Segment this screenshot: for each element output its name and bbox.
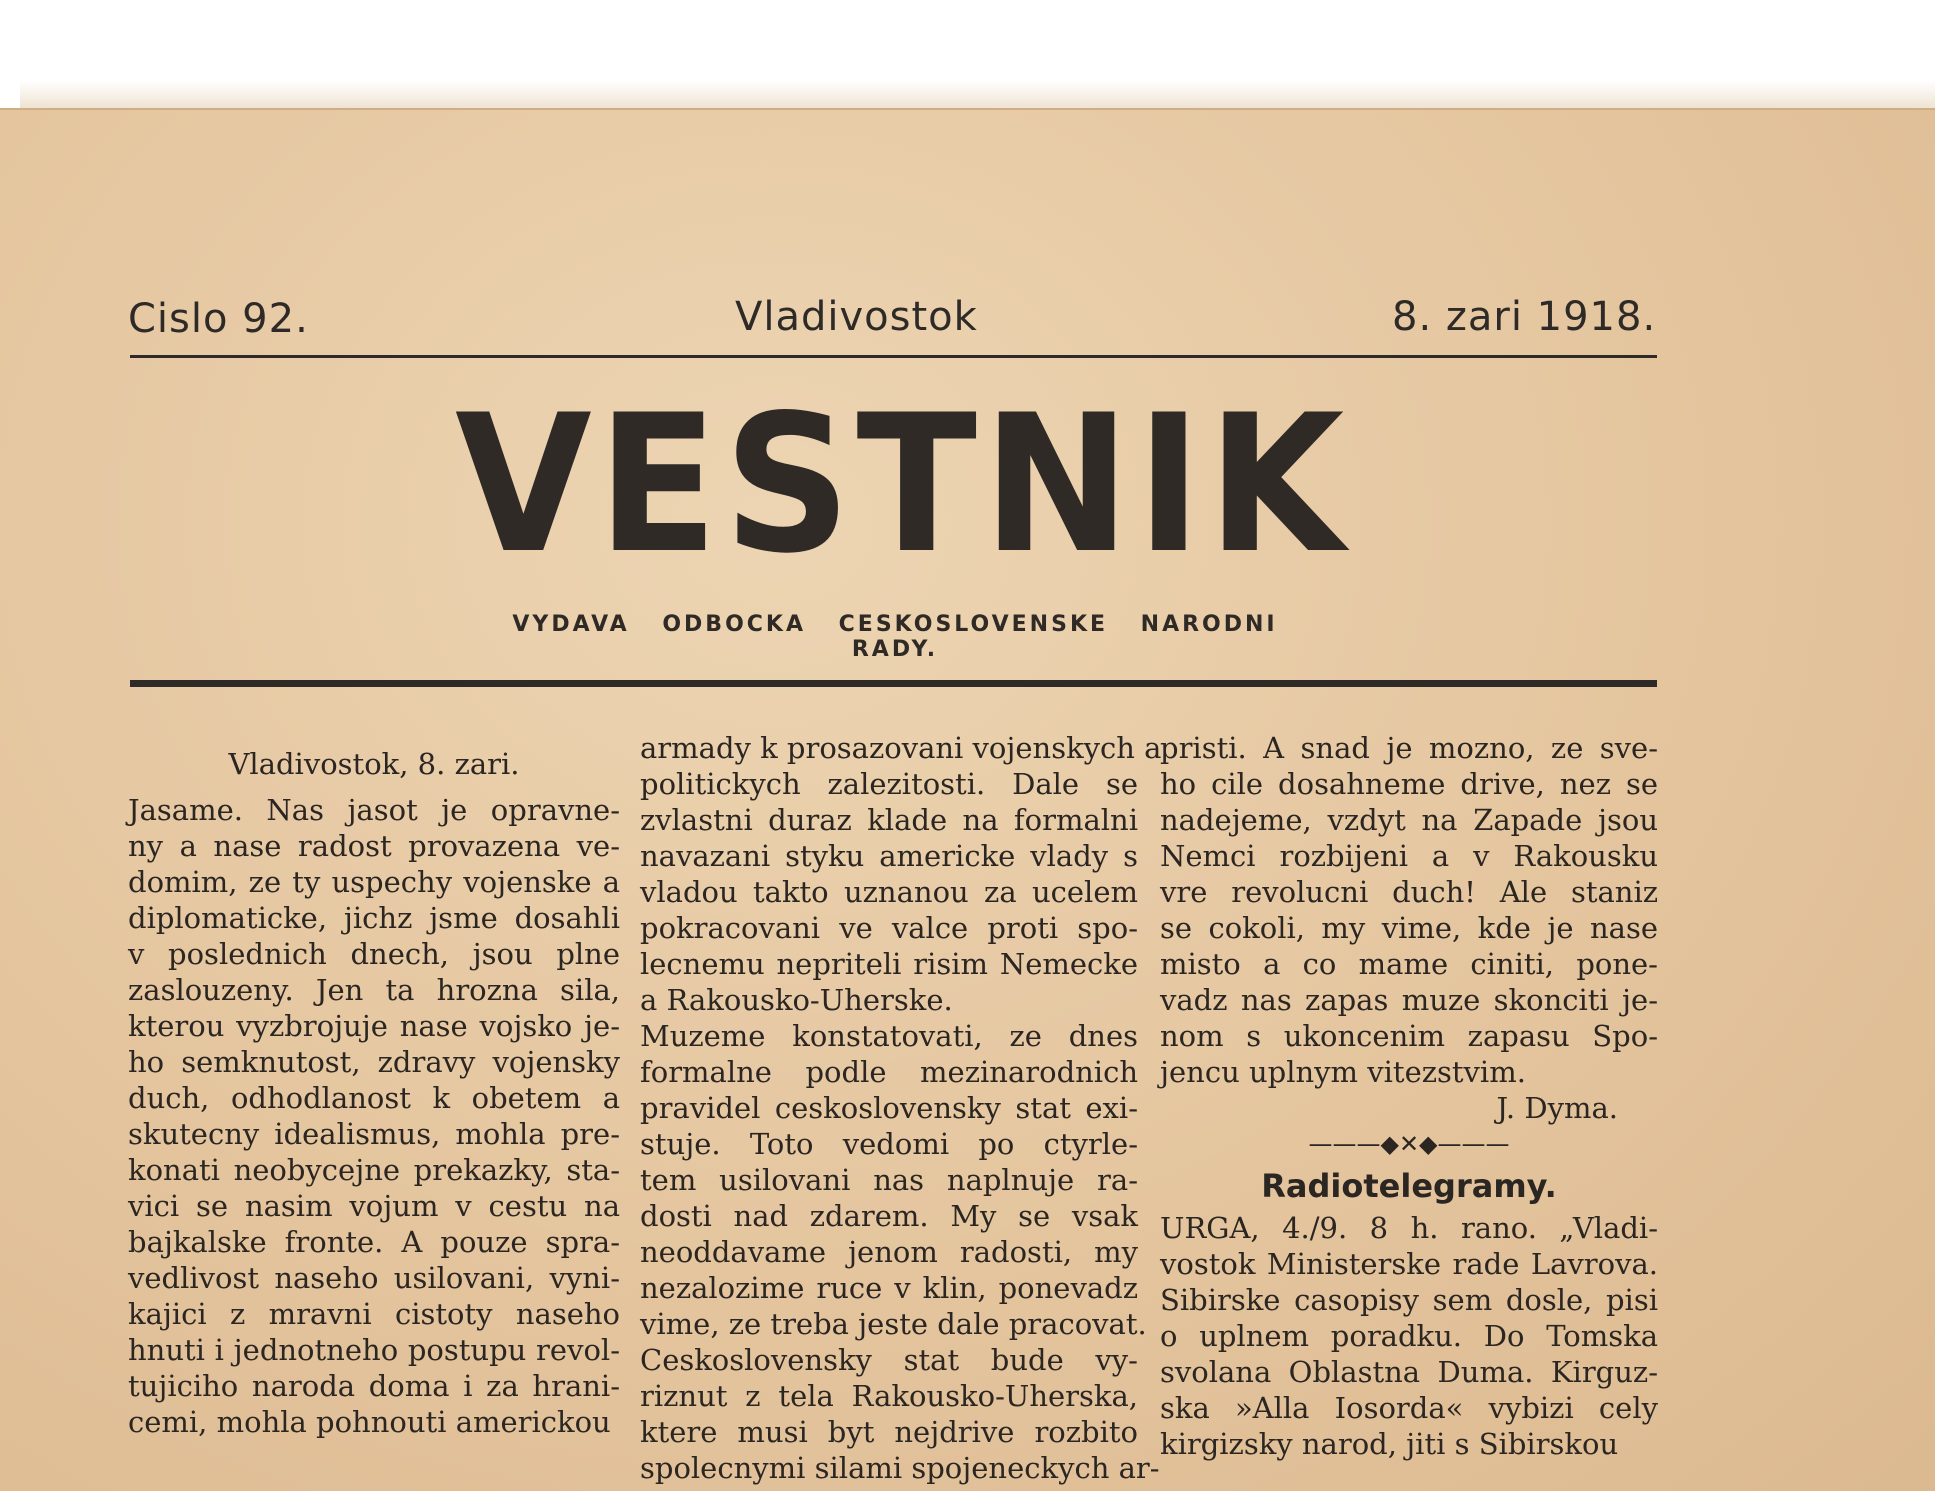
text-line: armady k prosazovani vojenskych a: [640, 731, 1162, 765]
text-line: vadz nas zapas muze skonciti je-: [1160, 983, 1658, 1017]
text-line: a Rakousko-Uherske.: [640, 983, 953, 1017]
section-ornament: ———◆✕◆———: [1308, 1130, 1510, 1158]
column-2: [640, 730, 1162, 1486]
text-line: diplomaticke, jichz jsme dosahli: [128, 901, 620, 935]
text-line: skutecny idealismus, mohla pre-: [128, 1117, 620, 1151]
text-line: tem usilovani nas naplnuje ra-: [640, 1163, 1138, 1197]
article-dateline: Vladivostok, 8. zari.: [228, 747, 520, 781]
text-line: tujiciho naroda doma i za hrani-: [128, 1369, 620, 1403]
text-line: se cokoli, my vime, kde je nase: [1160, 911, 1658, 945]
issue-date: 8. zari 1918.: [1392, 294, 1657, 340]
text-line: nezalozime ruce v klin, ponevadz: [640, 1271, 1138, 1305]
text-line: nadejeme, vzdyt na Zapade jsou: [1160, 803, 1658, 837]
text-line: Sibirske casopisy sem dosle, pisi: [1160, 1283, 1658, 1317]
text-line: Jasame. Nas jasot je opravne-: [128, 793, 620, 827]
text-line: nom s ukoncenim zapasu Spo-: [1160, 1019, 1658, 1053]
issue-number: Cislo 92.: [128, 296, 309, 342]
text-line: vladou takto uznanou za ucelem: [640, 875, 1138, 909]
text-line: vedlivost naseho usilovani, vyni-: [128, 1261, 620, 1295]
text-line: dosti nad zdarem. My se vsak: [640, 1199, 1138, 1233]
column-2-text: [640, 730, 1162, 1486]
title-rule: [130, 680, 1657, 687]
city-name: Vladivostok: [735, 294, 978, 340]
text-line: pravidel ceskoslovensky stat exi-: [640, 1091, 1138, 1125]
text-line: v poslednich dnech, jsou plne: [128, 937, 620, 971]
text-line: cemi, mohla pohnouti americkou: [128, 1405, 611, 1439]
text-line: kterou vyzbrojuje nase vojsko je-: [128, 1009, 620, 1043]
text-line: formalne podle mezinarodnich: [640, 1055, 1138, 1089]
article-signature: J. Dyma.: [1496, 1091, 1618, 1125]
text-line: politickych zalezitosti. Dale se: [640, 767, 1138, 801]
masthead-rule: [130, 355, 1657, 358]
text-line: zvlastni duraz klade na formalni: [640, 803, 1138, 837]
text-line: kirgizsky narod, jiti s Sibirskou: [1160, 1427, 1619, 1461]
text-line: svolana Oblastna Duma. Kirguz-: [1160, 1355, 1658, 1389]
text-line: o uplnem poradku. Do Tomska: [1160, 1319, 1658, 1353]
text-line: Ceskoslovensky stat bude vy-: [640, 1343, 1138, 1377]
text-line: URGA, 4./9. 8 h. rano. „Vladi-: [1160, 1211, 1658, 1245]
text-line: ny a nase radost provazena ve-: [128, 829, 620, 863]
text-line: riznut z tela Rakousko-Uherska,: [640, 1379, 1138, 1413]
text-line: domim, ze ty uspechy vojenske a: [128, 865, 620, 899]
column-3: [1160, 730, 1658, 1462]
column-1: [128, 730, 620, 1440]
section-headline: Radiotelegramy.: [1261, 1167, 1557, 1205]
text-line: navazani styku americke vlady s: [640, 839, 1138, 873]
text-line: pristi. A snad je mozno, ze sve-: [1160, 731, 1658, 765]
text-line: neoddavame jenom radosti, my: [640, 1235, 1138, 1269]
text-line: jencu uplnym vitezstvim.: [1160, 1055, 1526, 1089]
text-line: bajkalske fronte. A pouze spra-: [128, 1225, 620, 1259]
text-line: Nemci rozbijeni a v Rakousku: [1160, 839, 1658, 873]
scan-margin: [20, 0, 1935, 108]
radiotelegram-text: [1160, 1210, 1658, 1462]
text-line: vici se nasim vojum v cestu na: [128, 1189, 620, 1223]
column-1-text: [128, 792, 620, 1440]
text-line: kajici z mravni cistoty naseho: [128, 1297, 620, 1331]
text-line: hnuti i jednotneho postupu revol-: [128, 1333, 620, 1367]
text-line: konati neobycejne prekazky, sta-: [128, 1153, 620, 1187]
text-line: vre revolucni duch! Ale staniz: [1160, 875, 1658, 909]
text-line: ho cile dosahneme drive, nez se: [1160, 767, 1658, 801]
text-line: Muzeme konstatovati, ze dnes: [640, 1019, 1138, 1053]
text-line: ho semknutost, zdravy vojensky: [128, 1045, 620, 1079]
text-line: misto a co mame ciniti, pone-: [1160, 947, 1658, 981]
text-line: vostok Ministerske rade Lavrova.: [1160, 1247, 1658, 1281]
text-line: zaslouzeny. Jen ta hrozna sila,: [128, 973, 620, 1007]
text-line: lecnemu nepriteli risim Nemecke: [640, 947, 1138, 981]
text-line: spolecnymi silami spojeneckych ar-: [640, 1451, 1160, 1485]
text-line: ktere musi byt nejdrive rozbito: [640, 1415, 1138, 1449]
text-line: stuje. Toto vedomi po ctyrle-: [640, 1127, 1138, 1161]
newspaper-title: VESTNIK: [455, 374, 1350, 595]
column-3-text: [1160, 730, 1658, 1090]
text-line: ska »Alla Iosorda« vybizi cely: [1160, 1391, 1658, 1425]
text-line: pokracovani ve valce proti spo-: [640, 911, 1138, 945]
text-line: vime, ze treba jeste dale pracovat.: [640, 1307, 1147, 1341]
newspaper-subtitle: VYDAVA ODBOCKA CESKOSLOVENSKE NARODNI RADY.: [512, 612, 1278, 662]
text-line: duch, odhodlanost k obetem a: [128, 1081, 620, 1115]
